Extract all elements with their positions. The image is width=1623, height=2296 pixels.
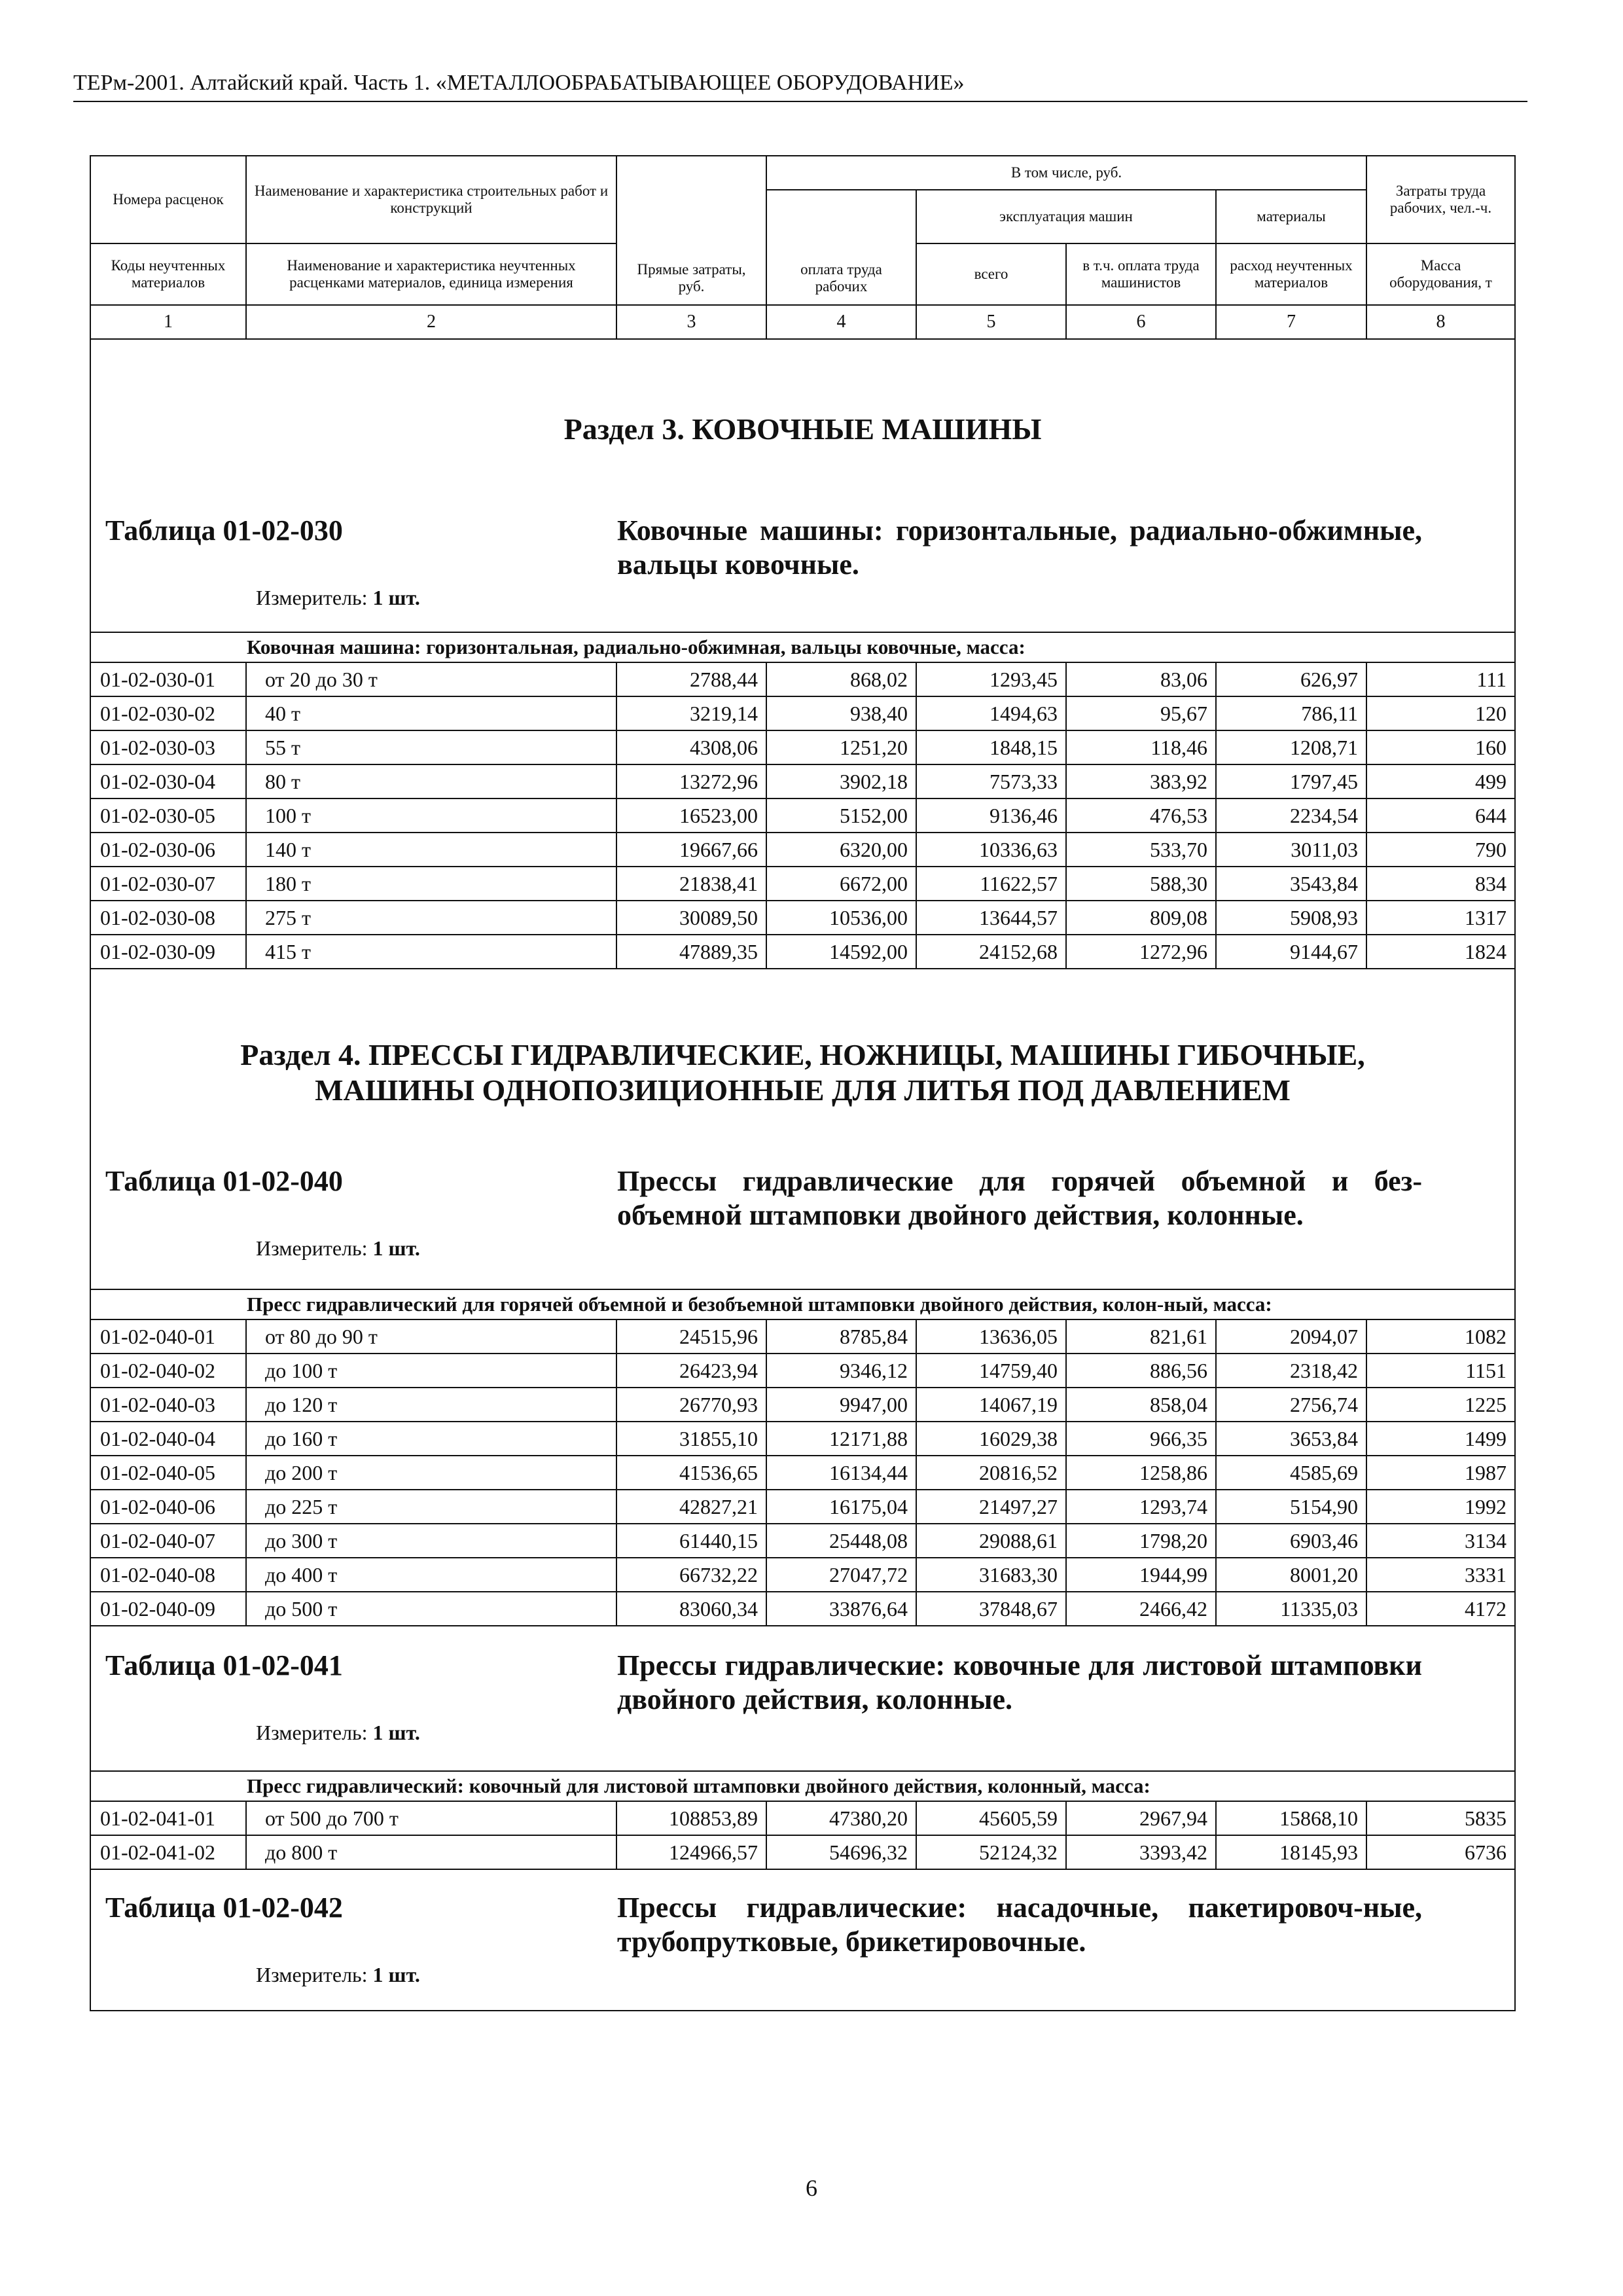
direct-costs: 42827,21 xyxy=(616,1490,766,1524)
table-row xyxy=(90,833,1515,867)
materials-cost: 2756,74 xyxy=(1216,1388,1366,1422)
direct-costs: 2788,44 xyxy=(616,662,766,696)
table-title: Прессы гидравлические: насадочные, пакетировоч-ные, трубопрутковые, брикетировочные. xyxy=(617,1892,1422,1958)
group-label: Пресс гидравлический для горячей объемной и безобъемной штамповки двойного действия, колон-ный, масса: xyxy=(90,1289,1515,1319)
labor-pay: 33876,64 xyxy=(766,1592,916,1626)
item-name: 140 т xyxy=(246,833,616,867)
meter-label: Измеритель: xyxy=(256,1236,368,1260)
machinist-pay: 2967,94 xyxy=(1066,1801,1216,1835)
labor-pay: 938,40 xyxy=(766,696,916,730)
materials-cost: 6903,46 xyxy=(1216,1524,1366,1558)
machinist-pay: 966,35 xyxy=(1066,1422,1216,1456)
equipment-mass: 1824 xyxy=(1366,935,1515,969)
machine-op-total: 29088,61 xyxy=(916,1524,1066,1558)
col-including: В том числе, руб. xyxy=(766,156,1366,190)
labor-pay: 16175,04 xyxy=(766,1490,916,1524)
labor-pay: 10536,00 xyxy=(766,901,916,935)
machinist-pay: 588,30 xyxy=(1066,867,1216,901)
rate-code: 01-02-040-04 xyxy=(90,1422,246,1456)
machine-op-total: 10336,63 xyxy=(916,833,1066,867)
item-name: до 400 т xyxy=(246,1558,616,1592)
rate-code: 01-02-030-06 xyxy=(90,833,246,867)
equipment-mass: 5835 xyxy=(1366,1801,1515,1835)
machine-op-total: 45605,59 xyxy=(916,1801,1066,1835)
item-name: 40 т xyxy=(246,696,616,730)
machine-op-total: 1848,15 xyxy=(916,730,1066,764)
group-label: Пресс гидравлический: ковочный для листовой штамповки двойного действия, колонный, масса: xyxy=(90,1771,1515,1801)
rate-code: 01-02-040-01 xyxy=(90,1319,246,1354)
machine-op-total: 13636,05 xyxy=(916,1319,1066,1354)
equipment-mass: 160 xyxy=(1366,730,1515,764)
col-material-codes: Коды неучтенных материалов xyxy=(90,243,246,305)
item-name: до 120 т xyxy=(246,1388,616,1422)
labor-pay: 1251,20 xyxy=(766,730,916,764)
item-name: до 100 т xyxy=(246,1354,616,1388)
meter xyxy=(91,1963,1514,1987)
table-row xyxy=(90,696,1515,730)
machine-op-total: 37848,67 xyxy=(916,1592,1066,1626)
rate-code: 01-02-030-09 xyxy=(90,935,246,969)
materials-cost: 9144,67 xyxy=(1216,935,1366,969)
direct-costs: 41536,65 xyxy=(616,1456,766,1490)
machinist-pay: 1293,74 xyxy=(1066,1490,1216,1524)
direct-costs: 26770,93 xyxy=(616,1388,766,1422)
col-labor-pay: оплата труда рабочих xyxy=(766,190,916,305)
table041-block xyxy=(90,1626,1515,1771)
materials-cost: 2318,42 xyxy=(1216,1354,1366,1388)
equipment-mass: 834 xyxy=(1366,867,1515,901)
meter xyxy=(91,1236,1514,1261)
section-title: Раздел 3. КОВОЧНЫЕ МАШИНЫ xyxy=(563,412,1042,446)
table-row xyxy=(90,1354,1515,1388)
materials-cost: 4585,69 xyxy=(1216,1456,1366,1490)
direct-costs: 124966,57 xyxy=(616,1835,766,1869)
equipment-mass: 1225 xyxy=(1366,1388,1515,1422)
item-name: от 500 до 700 т xyxy=(246,1801,616,1835)
table-row xyxy=(90,730,1515,764)
machine-op-total: 1494,63 xyxy=(916,696,1066,730)
col-direct-costs: Прямые затраты, руб. xyxy=(616,156,766,305)
equipment-mass: 644 xyxy=(1366,798,1515,833)
materials-cost: 5154,90 xyxy=(1216,1490,1366,1524)
section4-block xyxy=(90,969,1515,1289)
meter-label: Измеритель: xyxy=(256,586,368,609)
machinist-pay: 2466,42 xyxy=(1066,1592,1216,1626)
header-row-1 xyxy=(90,156,1515,190)
machinist-pay: 1944,99 xyxy=(1066,1558,1216,1592)
item-name: 100 т xyxy=(246,798,616,833)
item-name: 275 т xyxy=(246,901,616,935)
labor-pay: 8785,84 xyxy=(766,1319,916,1354)
item-name: 180 т xyxy=(246,867,616,901)
machinist-pay: 858,04 xyxy=(1066,1388,1216,1422)
rate-code: 01-02-040-06 xyxy=(90,1490,246,1524)
machinist-pay: 83,06 xyxy=(1066,662,1216,696)
direct-costs: 24515,96 xyxy=(616,1319,766,1354)
equipment-mass: 1987 xyxy=(1366,1456,1515,1490)
labor-pay: 14592,00 xyxy=(766,935,916,969)
table-row xyxy=(90,1801,1515,1835)
group-label-row xyxy=(90,1771,1515,1801)
materials-cost: 626,97 xyxy=(1216,662,1366,696)
table-row xyxy=(90,901,1515,935)
col-incl-machinist-pay: в т.ч. оплата труда машинистов xyxy=(1066,243,1216,305)
equipment-mass: 3331 xyxy=(1366,1558,1515,1592)
labor-pay: 9346,12 xyxy=(766,1354,916,1388)
page-number: 6 xyxy=(806,2175,817,2201)
direct-costs: 3219,14 xyxy=(616,696,766,730)
col-machine-op: эксплуатация машин xyxy=(916,190,1216,243)
rate-code: 01-02-030-03 xyxy=(90,730,246,764)
col-number: 1 xyxy=(90,305,246,339)
column-numbers-row xyxy=(90,305,1515,339)
labor-pay: 47380,20 xyxy=(766,1801,916,1835)
equipment-mass: 6736 xyxy=(1366,1835,1515,1869)
rate-code: 01-02-041-01 xyxy=(90,1801,246,1835)
table-row xyxy=(90,764,1515,798)
machinist-pay: 476,53 xyxy=(1066,798,1216,833)
direct-costs: 21838,41 xyxy=(616,867,766,901)
labor-pay: 6672,00 xyxy=(766,867,916,901)
rate-code: 01-02-040-07 xyxy=(90,1524,246,1558)
machinist-pay: 1798,20 xyxy=(1066,1524,1216,1558)
labor-pay: 27047,72 xyxy=(766,1558,916,1592)
machine-op-total: 14067,19 xyxy=(916,1388,1066,1422)
labor-pay: 3902,18 xyxy=(766,764,916,798)
labor-pay: 54696,32 xyxy=(766,1835,916,1869)
machinist-pay: 1272,96 xyxy=(1066,935,1216,969)
meter-label: Измеритель: xyxy=(256,1963,368,1986)
section-title-line2: МАШИНЫ ОДНОПОЗИЦИОННЫЕ ДЛЯ ЛИТЬЯ ПОД ДАВЛЕНИЕМ xyxy=(315,1073,1291,1107)
equipment-mass: 1992 xyxy=(1366,1490,1515,1524)
col-number: 6 xyxy=(1066,305,1216,339)
table-title: Ковочные машины: горизонтальные, радиально-обжимные, вальцы ковочные. xyxy=(617,514,1422,581)
direct-costs: 13272,96 xyxy=(616,764,766,798)
rate-code: 01-02-040-05 xyxy=(90,1456,246,1490)
table-row xyxy=(90,1456,1515,1490)
rate-code: 01-02-041-02 xyxy=(90,1835,246,1869)
table-row xyxy=(90,1490,1515,1524)
equipment-mass: 1317 xyxy=(1366,901,1515,935)
machinist-pay: 95,67 xyxy=(1066,696,1216,730)
equipment-mass: 790 xyxy=(1366,833,1515,867)
table-row xyxy=(90,1422,1515,1456)
machinist-pay: 3393,42 xyxy=(1066,1835,1216,1869)
col-materials: материалы xyxy=(1216,190,1366,243)
labor-pay: 6320,00 xyxy=(766,833,916,867)
col-number: 4 xyxy=(766,305,916,339)
meter-value: 1 шт. xyxy=(372,1721,420,1744)
materials-cost: 11335,03 xyxy=(1216,1592,1366,1626)
table-row xyxy=(90,935,1515,969)
direct-costs: 19667,66 xyxy=(616,833,766,867)
meter-label: Измеритель: xyxy=(256,1721,368,1744)
rate-code: 01-02-040-03 xyxy=(90,1388,246,1422)
machinist-pay: 1258,86 xyxy=(1066,1456,1216,1490)
section-title-line1: Раздел 4. ПРЕССЫ ГИДРАВЛИЧЕСКИЕ, НОЖНИЦЫ, МАШИНЫ ГИБОЧНЫЕ, xyxy=(240,1038,1365,1071)
table-row xyxy=(90,1558,1515,1592)
direct-costs: 66732,22 xyxy=(616,1558,766,1592)
table-heading xyxy=(91,1891,1514,1959)
rate-code: 01-02-030-04 xyxy=(90,764,246,798)
col-number: 3 xyxy=(616,305,766,339)
item-name: до 300 т xyxy=(246,1524,616,1558)
item-name: до 225 т xyxy=(246,1490,616,1524)
item-name: 55 т xyxy=(246,730,616,764)
equipment-mass: 1499 xyxy=(1366,1422,1515,1456)
labor-pay: 5152,00 xyxy=(766,798,916,833)
group-label-row xyxy=(90,632,1515,662)
equipment-mass: 499 xyxy=(1366,764,1515,798)
machine-op-total: 31683,30 xyxy=(916,1558,1066,1592)
materials-cost: 15868,10 xyxy=(1216,1801,1366,1835)
meter-value: 1 шт. xyxy=(372,1236,420,1260)
rate-code: 01-02-040-02 xyxy=(90,1354,246,1388)
rate-code: 01-02-030-08 xyxy=(90,901,246,935)
col-rate-numbers: Номера расценок xyxy=(90,156,246,243)
materials-cost: 3543,84 xyxy=(1216,867,1366,901)
machinist-pay: 118,46 xyxy=(1066,730,1216,764)
col-number: 2 xyxy=(246,305,616,339)
materials-cost: 8001,20 xyxy=(1216,1558,1366,1592)
item-name: до 200 т xyxy=(246,1456,616,1490)
direct-costs: 31855,10 xyxy=(616,1422,766,1456)
machine-op-total: 7573,33 xyxy=(916,764,1066,798)
rates-table xyxy=(90,155,1516,2011)
table-id: Таблица 01-02-042 xyxy=(105,1892,343,1924)
table-row xyxy=(90,1388,1515,1422)
equipment-mass: 4172 xyxy=(1366,1592,1515,1626)
table-id: Таблица 01-02-030 xyxy=(105,514,343,547)
machinist-pay: 886,56 xyxy=(1066,1354,1216,1388)
table-row xyxy=(90,662,1515,696)
direct-costs: 61440,15 xyxy=(616,1524,766,1558)
col-number: 5 xyxy=(916,305,1066,339)
machine-op-total: 52124,32 xyxy=(916,1835,1066,1869)
col-number: 7 xyxy=(1216,305,1366,339)
machine-op-total: 1293,45 xyxy=(916,662,1066,696)
rate-code: 01-02-040-09 xyxy=(90,1592,246,1626)
table-heading xyxy=(91,514,1514,582)
item-name: 415 т xyxy=(246,935,616,969)
direct-costs: 108853,89 xyxy=(616,1801,766,1835)
direct-costs: 26423,94 xyxy=(616,1354,766,1388)
materials-cost: 2094,07 xyxy=(1216,1319,1366,1354)
col-total: всего xyxy=(916,243,1066,305)
machine-op-total: 16029,38 xyxy=(916,1422,1066,1456)
table-title: Прессы гидравлические: ковочные для листовой штамповки двойного действия, колонные. xyxy=(617,1649,1422,1715)
machinist-pay: 533,70 xyxy=(1066,833,1216,867)
table042-block xyxy=(90,1869,1515,2011)
machinist-pay: 821,61 xyxy=(1066,1319,1216,1354)
rate-code: 01-02-040-08 xyxy=(90,1558,246,1592)
equipment-mass: 120 xyxy=(1366,696,1515,730)
machinist-pay: 809,08 xyxy=(1066,901,1216,935)
materials-cost: 18145,93 xyxy=(1216,1835,1366,1869)
materials-cost: 5908,93 xyxy=(1216,901,1366,935)
labor-pay: 12171,88 xyxy=(766,1422,916,1456)
direct-costs: 30089,50 xyxy=(616,901,766,935)
labor-pay: 16134,44 xyxy=(766,1456,916,1490)
direct-costs: 16523,00 xyxy=(616,798,766,833)
direct-costs: 83060,34 xyxy=(616,1592,766,1626)
table-row xyxy=(90,1592,1515,1626)
group-label: Ковочная машина: горизонтальная, радиально-обжимная, вальцы ковочные, масса: xyxy=(90,632,1515,662)
table-row xyxy=(90,1319,1515,1354)
item-name: от 80 до 90 т xyxy=(246,1319,616,1354)
col-worker-labor: Затраты труда рабочих, чел.-ч. xyxy=(1366,156,1515,243)
page-header: ТЕРм-2001. Алтайский край. Часть 1. «МЕТАЛЛООБРАБАТЫВАЮЩЕЕ ОБОРУДОВАНИЕ» xyxy=(73,71,1527,102)
meter xyxy=(91,1721,1514,1745)
col-number: 8 xyxy=(1366,305,1515,339)
machine-op-total: 14759,40 xyxy=(916,1354,1066,1388)
direct-costs: 4308,06 xyxy=(616,730,766,764)
table-title: Прессы гидравлические для горячей объемной и без-объемной штамповки двойного действия, колонные. xyxy=(617,1165,1422,1231)
meter xyxy=(91,586,1514,610)
table-heading xyxy=(91,1164,1514,1232)
meter-value: 1 шт. xyxy=(372,586,420,609)
table-row xyxy=(90,867,1515,901)
item-name: от 20 до 30 т xyxy=(246,662,616,696)
rate-code: 01-02-030-01 xyxy=(90,662,246,696)
machine-op-total: 20816,52 xyxy=(916,1456,1066,1490)
section3-block xyxy=(90,339,1515,632)
materials-cost: 1797,45 xyxy=(1216,764,1366,798)
rate-code: 01-02-030-02 xyxy=(90,696,246,730)
col-material-usage: расход неучтенных материалов xyxy=(1216,243,1366,305)
labor-pay: 868,02 xyxy=(766,662,916,696)
rate-code: 01-02-030-07 xyxy=(90,867,246,901)
machine-op-total: 13644,57 xyxy=(916,901,1066,935)
materials-cost: 786,11 xyxy=(1216,696,1366,730)
equipment-mass: 3134 xyxy=(1366,1524,1515,1558)
col-equipment-mass: Масса оборудования, т xyxy=(1366,243,1515,305)
table-row xyxy=(90,1835,1515,1869)
item-name: до 500 т xyxy=(246,1592,616,1626)
col-work-name: Наименование и характеристика строительных работ и конструкций xyxy=(246,156,616,243)
machine-op-total: 21497,27 xyxy=(916,1490,1066,1524)
machine-op-total: 11622,57 xyxy=(916,867,1066,901)
machine-op-total: 24152,68 xyxy=(916,935,1066,969)
materials-cost: 3011,03 xyxy=(1216,833,1366,867)
table-id: Таблица 01-02-041 xyxy=(105,1649,343,1681)
meter-value: 1 шт. xyxy=(372,1963,420,1986)
col-material-names: Наименование и характеристика неучтенных расценками материалов, единица измерения xyxy=(246,243,616,305)
table-heading xyxy=(91,1649,1514,1717)
table-row xyxy=(90,798,1515,833)
materials-cost: 3653,84 xyxy=(1216,1422,1366,1456)
table-row xyxy=(90,1524,1515,1558)
direct-costs: 47889,35 xyxy=(616,935,766,969)
labor-pay: 25448,08 xyxy=(766,1524,916,1558)
equipment-mass: 1082 xyxy=(1366,1319,1515,1354)
equipment-mass: 111 xyxy=(1366,662,1515,696)
item-name: до 160 т xyxy=(246,1422,616,1456)
machine-op-total: 9136,46 xyxy=(916,798,1066,833)
materials-cost: 1208,71 xyxy=(1216,730,1366,764)
equipment-mass: 1151 xyxy=(1366,1354,1515,1388)
table-id: Таблица 01-02-040 xyxy=(105,1165,343,1197)
group-label-row xyxy=(90,1289,1515,1319)
rate-code: 01-02-030-05 xyxy=(90,798,246,833)
labor-pay: 9947,00 xyxy=(766,1388,916,1422)
item-name: 80 т xyxy=(246,764,616,798)
machinist-pay: 383,92 xyxy=(1066,764,1216,798)
materials-cost: 2234,54 xyxy=(1216,798,1366,833)
item-name: до 800 т xyxy=(246,1835,616,1869)
